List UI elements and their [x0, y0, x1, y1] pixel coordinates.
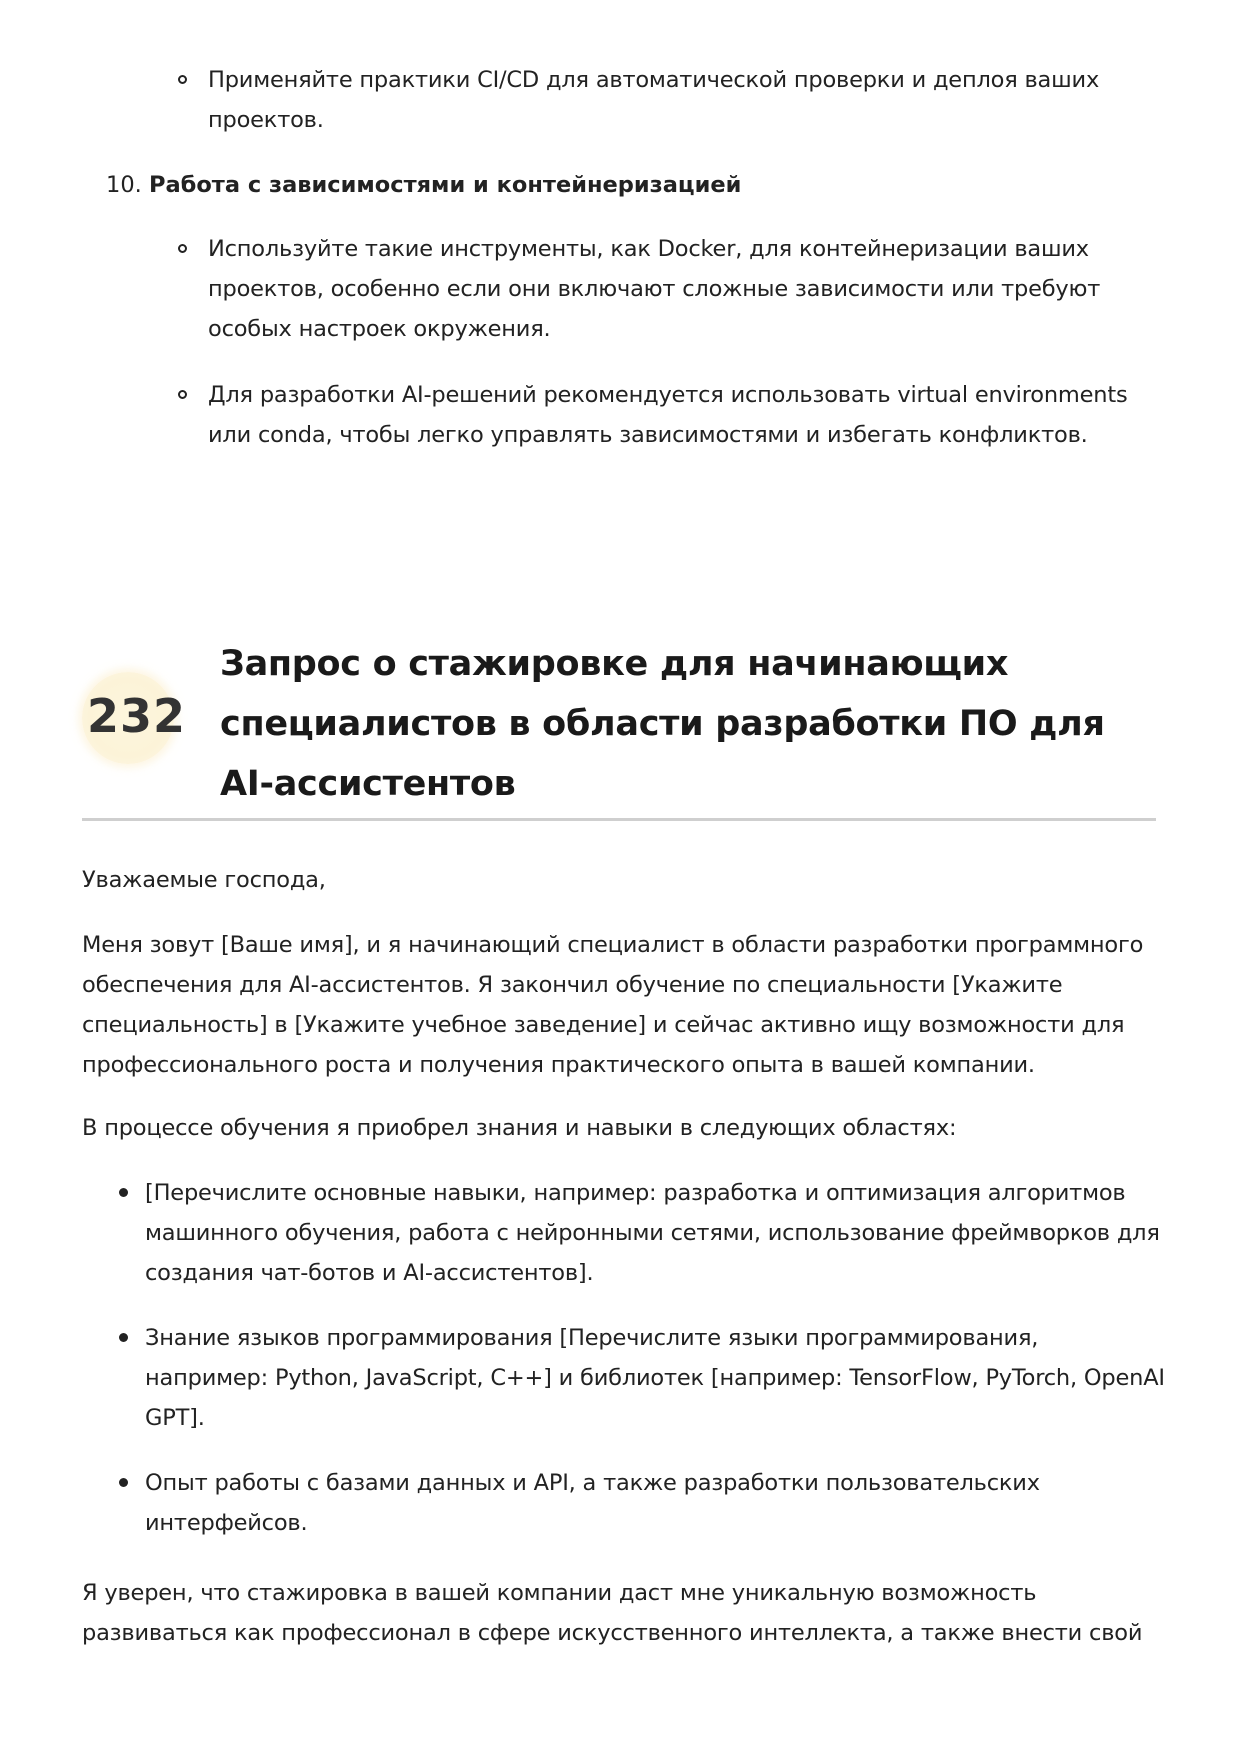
filled-bullet-icon — [119, 1478, 128, 1487]
list-item-title: Работа с зависимостями и контейнеризацией — [148, 172, 742, 198]
list-subitem-cicd: Применяйте практики CI/CD для автоматической проверки и деплоя ваших проектов. — [208, 67, 1100, 133]
section-number-badge — [82, 672, 187, 764]
letter-intro: Меня зовут [Ваше имя], и я начинающий специалист в области разработки программного обеспечения для AI-ассистентов. Я закончил обучение по специальности [Укажите специальность] в [Укажите учебное заведение] и сейчас активно ищу возможности для профессионального роста и получения практического опыта в вашей компании. — [82, 932, 1144, 1078]
section-number: 232 — [87, 689, 187, 743]
filled-bullet-icon — [119, 1188, 128, 1197]
filled-bullet-icon — [119, 1333, 128, 1342]
skill-item-3: Опыт работы с базами данных и API, а также разработки пользовательских интерфейсов. — [145, 1470, 1040, 1536]
skill-item-2: Знание языков программирования [Перечислите языки программирования, например: Python, JavaScript, C++] и библиотек [например: TensorFlow, PyTorch, OpenAI GPT]. — [145, 1325, 1165, 1431]
section-title: Запрос о стажировке для начинающих специалистов в области разработки ПО для AI-ассистентов — [220, 644, 1105, 804]
hollow-bullet-icon — [178, 244, 187, 253]
section-divider — [82, 818, 1156, 821]
letter-closing: Я уверен, что стажировка в вашей компании даст мне уникальную возможность развиваться как профессионал в сфере искусственного интеллекта, а также внести свой — [82, 1580, 1143, 1646]
hollow-bullet-icon — [178, 390, 187, 399]
hollow-bullet-icon — [178, 75, 187, 84]
letter-greeting: Уважаемые господа, — [82, 867, 326, 893]
letter-skills-intro: В процессе обучения я приобрел знания и навыки в следующих областях: — [82, 1115, 957, 1141]
list-number: 10. — [106, 172, 142, 198]
skill-item-1: [Перечислите основные навыки, например: разработка и оптимизация алгоритмов машинного обучения, работа с нейронными сетями, использование фреймворков для создания чат-ботов и AI-ассистентов]. — [145, 1180, 1160, 1286]
ordered-list-item-10 — [106, 165, 741, 205]
list-subitem-docker: Используйте такие инструменты, как Docker, для контейнеризации ваших проектов, особенно если они включают сложные зависимости или требуют особых настроек окружения. — [208, 236, 1101, 342]
list-subitem-venv: Для разработки AI-решений рекомендуется использовать virtual environments или conda, чтобы легко управлять зависимостями и избегать конфликтов. — [208, 382, 1128, 448]
